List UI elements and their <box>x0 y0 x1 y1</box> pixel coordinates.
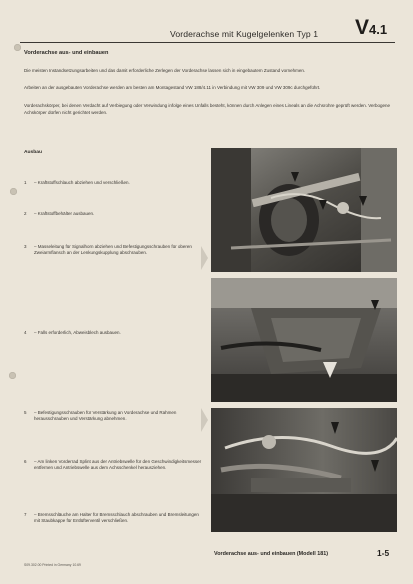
punch-hole-icon <box>9 372 16 379</box>
step-text: – Befestigungsschrauben für Verstärkung an Vorderachse und Rahmen herausschrauben und Verstärkung abnehmen. <box>34 410 177 422</box>
intro-paragraph-2: Arbeiten an der ausgebauten Vorderachse werden am besten am Montagestand VW 188/4.11 in Verbindung mit VW 309 und VW 309c durchgeführt. <box>24 85 321 90</box>
photo-illustration <box>211 408 397 532</box>
step-text: – Masseleitung für Signalhorn abziehen und Befestigungsschrauben für oberen Zweiarmflansch an der Lenkungskupplung abschrauben. <box>34 244 192 256</box>
photo-pointer-arrow-icon <box>201 246 208 270</box>
photo-deflector-plate <box>211 278 397 402</box>
step-text: – Kraftstoffschlauch abziehen und verschließen. <box>34 180 130 185</box>
step-text: – Bremsschläuche am Halter für Bremsschlauch abschrauben und Bremsleitungen mit Staubkappe für Entlüfterventil verschließen. <box>34 512 199 524</box>
step-text: – Am linken Vorderrad Splint aus der Antriebswelle für den Geschwindigkeitsmesser entfernen und Antriebswelle aus dem Achsschenkel herausziehen. <box>34 459 202 471</box>
punch-hole-icon <box>10 188 17 195</box>
section-code-sub: 4.1 <box>369 22 388 37</box>
photo-brake-hoses <box>211 408 397 532</box>
step-text: – Falls erforderlich, Abweisblech ausbauen. <box>34 330 121 335</box>
section-heading: Vorderachse aus- und einbauen <box>24 50 109 56</box>
photo-illustration <box>211 278 397 402</box>
step-item <box>24 211 204 217</box>
step-number: 5 <box>24 410 27 415</box>
footer-title: Vorderachse aus- und einbauen (Modell 181) <box>214 551 329 557</box>
photo-pointer-arrow-icon <box>201 408 208 432</box>
step-item <box>24 459 204 472</box>
step-item <box>24 180 204 186</box>
photo-steering-coupling <box>211 148 397 272</box>
step-item <box>24 330 204 336</box>
section-code <box>355 17 387 38</box>
step-item <box>24 410 204 423</box>
section-code-main: V <box>355 16 370 39</box>
step-number: 4 <box>24 330 27 335</box>
step-number: 7 <box>24 512 27 517</box>
page-number: 1-5 <box>377 548 390 558</box>
header-rule <box>20 42 395 43</box>
step-number: 2 <box>24 211 27 216</box>
print-line: S09.302.00 Printed in Germany 10.69 <box>24 563 81 567</box>
header-title: Vorderachse mit Kugelgelenken Typ 1 <box>170 29 319 39</box>
step-item <box>24 512 204 525</box>
intro-paragraph-1: Die meisten Instandsetzungsarbeiten und das damit erforderliche Zerlegen der Vorderachse lassen sich in eingebautem Zustand vornehmen. <box>24 68 306 73</box>
step-number: 1 <box>24 180 27 185</box>
step-text: – Kraftstoffbehälter ausbauen. <box>34 211 95 216</box>
steps-heading: Ausbau <box>24 150 42 155</box>
photo-illustration <box>211 148 397 272</box>
step-number: 3 <box>24 244 27 249</box>
step-number: 6 <box>24 459 27 464</box>
step-item <box>24 244 204 257</box>
intro-paragraph-3: Vorderachskörper, bei denen Verdacht auf Verbiegung oder Verwindung infolge eines Unfalls besteht, können durch Anlegen eines Lineals an die Achsrohre geprüft werden. Verbogene Achskörper dürfen nicht gerichtet werden. <box>24 103 391 115</box>
punch-hole-icon <box>14 44 21 51</box>
